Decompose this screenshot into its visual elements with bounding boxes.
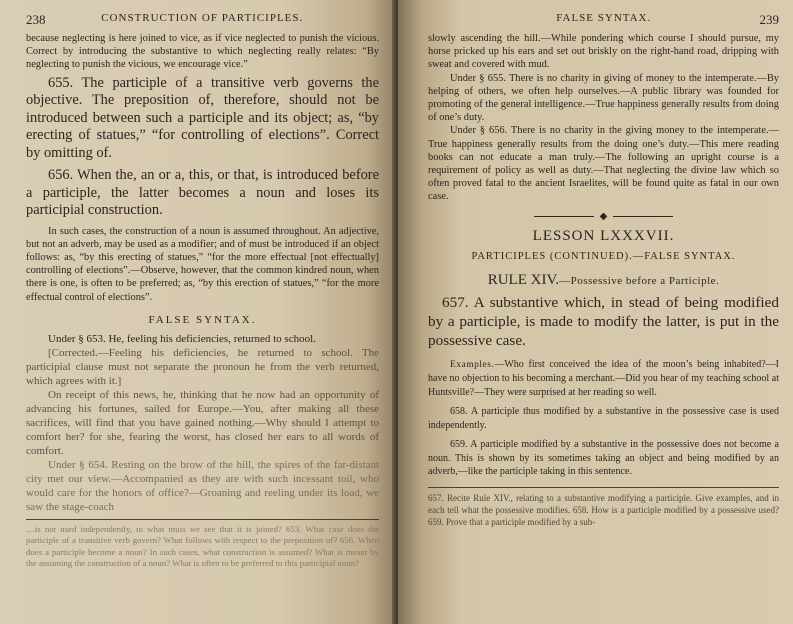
corrected-note: [Corrected.—Feeling his deficiencies, he returned to school. The participial clause must not separate the pronoun he from the verb returned, which agrees with it.]	[26, 346, 379, 387]
examples-text: —Who first conceived the idea of the moon’s being inhabited?—I have no objection to his becoming a merchant.—Did you hear of my teaching school at Huntsville?—They were surprised at her reading so well.	[428, 358, 779, 398]
left-running-head	[26, 12, 379, 28]
paragraph-655: 655. The participle of a transitive verb governs the objective. The preposition of, therefore, should not be introduced between such a participle and its object; as, “by erecting of statues,” “for controlling of elections”. Correct by omitting of.	[26, 74, 379, 161]
examples-block	[428, 358, 779, 400]
paragraph-658: 658. A participle thus modified by a substantive in the possessive case is used independently.	[428, 406, 779, 431]
note-656: In such cases, the construction of a noun is assumed throughout. An adjective, but not an adverb, may be used as a modifier; and of must be introduced if an object follows: as, “by this erecting of statues,” “for the more effectual [not effectually] controlling of elections”.—Observe, however, that the common kindred noun, when there is one, is often to be preferred; as, “by this erection of statues,” “for the more effectual control of elections”.	[26, 225, 379, 303]
under-655: Under § 655. There is no charity in giving of money to the intemperate.—By helping of others, we often help ourselves.—A public library was founded for promoting of the general intelligence.—True happiness generally results from doing of one’s duty.	[428, 72, 779, 124]
paragraph-659: 659. A participle modified by a substantive in the possessive does not become a noun. This is shown by its sometimes taking an object and being modified by an adverb,—like the participle taking in this sentence.	[428, 439, 779, 478]
intro-note: because neglecting is here joined to vice, as if vice neglected to punish the vicious. Correct by introducing the substantive to which neglecting really relates: “By neglecting to punish the vicious, we encourage vice.”	[26, 33, 379, 71]
rule-title: —Possessive before a Participle.	[559, 274, 720, 287]
right-running-title: FALSE SYNTAX.	[556, 12, 652, 24]
left-running-title: CONSTRUCTION OF PARTICIPLES.	[101, 12, 304, 24]
examples-label: Examples.	[450, 359, 495, 370]
right-page-number: 239	[759, 12, 779, 27]
left-page-number: 238	[26, 12, 46, 27]
false-syntax-heading: FALSE SYNTAX.	[148, 313, 257, 326]
right-footnote: 657. Recite Rule XIV., relating to a substantive modifying a participle. Give examples, and in each tell what the possessive modifies. 658. How is a participle modified by a possessive used? 659. Prove that a participle modified by a sub-	[428, 492, 779, 527]
exercise-653: On receipt of this news, he, thinking that he now had an opportunity of advancing his fortunes, sailed for Europe.—You, after making all these sacrifices, will find that you have gained nothing.—Why should I attempt to comfort her? for she, fearing the worst, has closed her ears to all words of comfort.	[26, 388, 379, 457]
right-footnote-rule	[428, 487, 779, 488]
lesson-subheading: PARTICIPLES (CONTINUED).—FALSE SYNTAX.	[471, 250, 736, 262]
rule-number: RULE XIV.	[487, 271, 560, 288]
rule-heading	[428, 272, 779, 289]
right-page	[398, 0, 793, 624]
paragraph-656: 656. When the, an or a, this, or that, is introduced before a participle, the latter becomes a noun and loses its participial construction.	[26, 167, 379, 219]
left-footnote-rule	[26, 519, 379, 520]
under-653: Under § 653. He, feeling his deficiencies, returned to school.	[48, 332, 316, 345]
under-654: Under § 654. Resting on the brow of the hill, the spires of the far-distant city met our view.—Accompanied as they are with such incessant toil, who would care for the honors of office?—Groaning and reeling under its load, we saw the stage-coach	[26, 458, 379, 513]
paragraph-657: 657. A substantive which, in stead of being modified by a participle, is made to modify the latter, is put in the possessive case.	[428, 293, 779, 349]
right-running-head	[428, 12, 779, 28]
lesson-heading: LESSON LXXXVII.	[532, 227, 675, 244]
left-footnote: …is not used independently, to what must we see that it is joined? 653. What case does the participle of a transitive verb govern? What follows with respect to the preposition of? 656. When does a participle become a noun? In such cases, what construction is assumed? What is meant by the assuming the construction of a noun? What is often to be preferred to this participial noun?	[26, 523, 379, 569]
section-ornament: ◆	[428, 211, 779, 222]
under-656: Under § 656. There is no charity in the giving money to the intemperate.—True happiness generally results from the doing one’s duty.—This mere reading books can not educate a man truly.—The following an upright course is a requirement of policy as well as duty.—That neglecting the divine law which so often proved fatal to the ancient Israelites, will be found quite as fatal in our own case.	[428, 125, 779, 203]
continued-exercise: slowly ascending the hill.—While pondering which course I should pursue, my horse pricked up his ears and set out briskly on the right-hand road, dripping with sweat and covered with mud.	[428, 33, 779, 71]
